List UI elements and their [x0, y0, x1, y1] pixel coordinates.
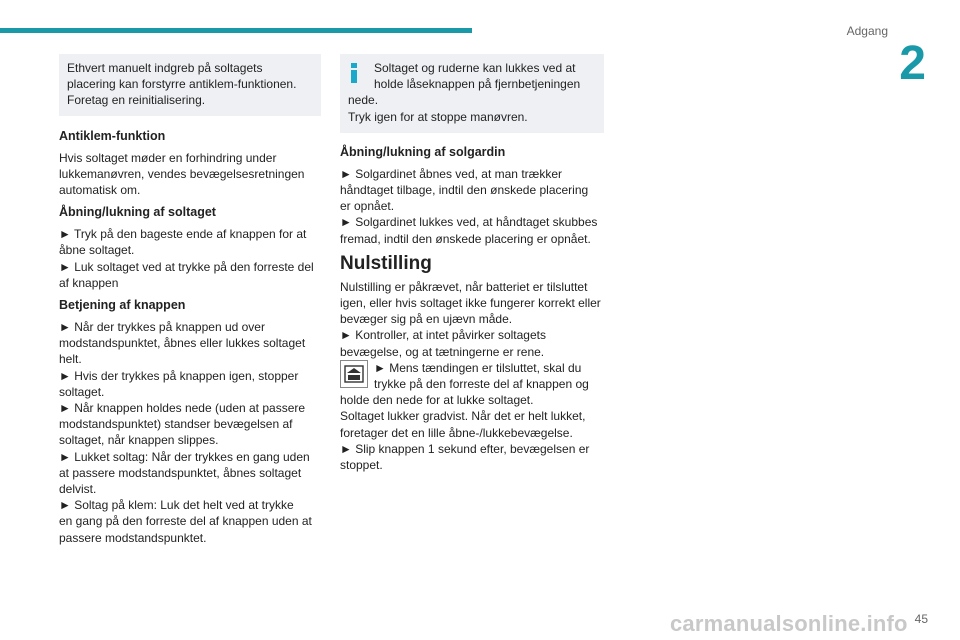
reset-paragraph: Nulstilling er påkrævet, når batteriet er tilsluttet igen, eller hvis soltaget ikke fungerer korrekt eller bevæger sig på en ujævn måde. ► Kontroller, at intet påvirker soltagets bevægelse, og at tætningerne er rene. [340, 279, 601, 359]
antiklem-heading: Antiklem-funktion [59, 128, 166, 143]
reset-paragraph-end: holde den nede for at lukke soltaget. Soltaget lukker gradvist. Når det er helt lukket, foretager det en lille åbne-/lukkebevægelse. ► Slip knappen 1 sekund efter, bevægelsen er stoppet. [340, 393, 590, 473]
button-operation-paragraph: ► Når der trykkes på knappen ud over modstandspunktet, åbnes eller lukkes soltaget helt. ► Hvis der trykkes på knappen igen, stopper soltaget. ► Når knappen holdes nede (uden at passere modstandspunktet) standser bevægelsen af soltaget, når knappen slippes. ► Lukket soltag: Når der trykkes en gang uden at passere modstandspunktet, åbnes soltaget delvist. ► Soltag på klem: Luk det helt ved at trykke en gang på den forreste del af knappen uden at passere modstandspunktet. [59, 320, 312, 545]
left-column [59, 54, 321, 552]
antiklem-paragraph: Hvis soltaget møder en forhindring under lukkemanøvren, vendes bevægelsesretningen automatisk om. [59, 150, 305, 198]
watermark: carmanualsonline.info [670, 611, 908, 636]
warning-note [59, 54, 321, 116]
section-title: Adgang [846, 24, 888, 38]
page-number: 45 [914, 612, 928, 626]
info-note: Soltaget og ruderne kan lukkes ved at holde låseknappen på fjernbetjeningen nede. Tryk igen for at stoppe manøvren. [340, 54, 604, 133]
open-close-heading: Åbning/lukning af soltaget [59, 205, 216, 220]
reset-heading: Nulstilling [340, 252, 432, 274]
chapter-number: 2 [899, 37, 926, 90]
blind-paragraph: ► Solgardinet åbnes ved, at man trækker håndtaget tilbage, indtil den ønskede placering er opnået. ► Solgardinet lukkes ved, at håndtaget skubbes fremad, indtil den ønskede placering er opnået. [340, 166, 598, 246]
reset-icon-row: ► Mens tændingen er tilsluttet, skal du trykke på den forreste del af knappen og [340, 360, 604, 392]
note-line: Ethvert manuelt indgreb på soltagets [67, 61, 263, 75]
note-line: Foretag en reinitialisering. [67, 93, 206, 108]
note-line: placering kan forstyrre antiklem-funktionen. [67, 77, 297, 92]
sunroof-close-icon [340, 360, 368, 388]
right-column [340, 54, 604, 479]
info-icon [351, 63, 357, 83]
button-operation-heading: Betjening af knappen [59, 298, 186, 313]
blind-heading: Åbning/lukning af solgardin [340, 144, 506, 159]
open-close-paragraph: ► Tryk på den bageste ende af knappen for at åbne soltaget. ► Luk soltaget ved at trykke på den forreste del af knappen [59, 227, 314, 290]
chapter-color-bar [0, 28, 472, 33]
